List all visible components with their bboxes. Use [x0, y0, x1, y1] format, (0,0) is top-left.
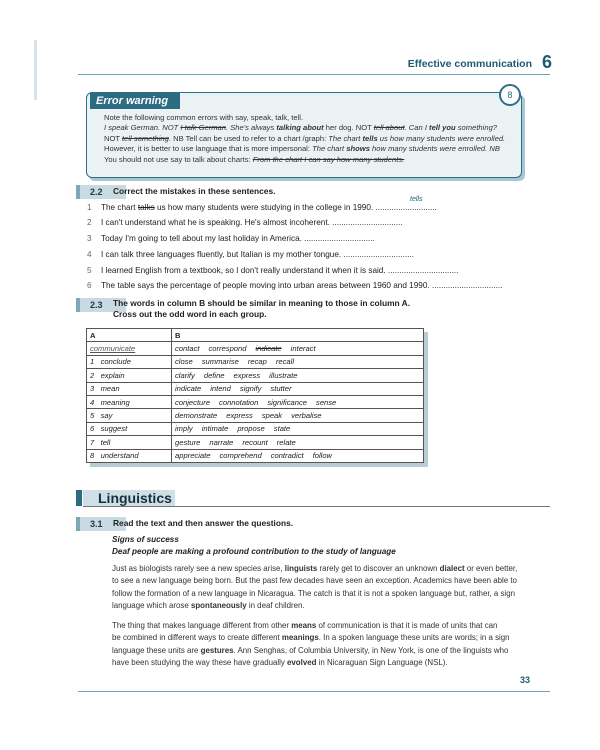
article-subtitle: Deaf people are making a profound contribution to the study of language [112, 547, 396, 556]
reference-icon: 8 [499, 84, 521, 106]
column-b-header: B [172, 329, 424, 342]
section-title: Linguistics [98, 490, 172, 506]
example-word: communicate [87, 342, 172, 355]
column-a-header: A [87, 329, 172, 342]
article-title: Signs of success [112, 535, 179, 544]
exercise-label-2-2: 2.2 [76, 185, 126, 199]
section-divider [83, 506, 550, 507]
table-row: 7 tell gesture narrate recount relate [87, 436, 424, 449]
warning-line: However, it is better to use language that is more impersonal: The chart shows how many students were enrolled. NB [104, 144, 500, 154]
exercise-instruction: Correct the mistakes in these sentences. [113, 186, 276, 196]
header-divider [78, 74, 550, 75]
question-item: 5 I learned English from a textbook, so I don't really understand it when it is said. ............................... [87, 266, 459, 275]
question-item: 6 The table says the percentage of people moving into urban areas between 1960 and 1990. ............................... [87, 281, 503, 290]
table-row: 3 mean indicate intend signify stutter [87, 382, 424, 395]
exercise-label-3-1: 3.1 [76, 517, 126, 531]
exercise-instruction: Read the text and then answer the questions. [113, 518, 294, 528]
table-header-row [87, 329, 424, 342]
table-row: 4 meaning conjecture connotation significance sense [87, 395, 424, 408]
word-table [86, 328, 424, 463]
page-number: 33 [519, 675, 530, 685]
warning-line: I speak German. NOT I talk German. She's always talking about her dog. NOT tell about. Can I tell you something? [104, 123, 498, 133]
error-warning-text [104, 113, 516, 165]
table-row: 8 understand appreciate comprehend contradict follow [87, 449, 424, 462]
question-item: 4 I can talk three languages fluently, but Italian is my mother tongue. ............................... [87, 250, 414, 259]
article-paragraph: Just as biologists rarely see a new species arise, linguists rarely get to discover an unknown dialect or even better, to see a new language being born. But the past few decades have seen an exception. Academics have been able to follow the formation of a new language in Nicaragua. The catch is that it is not a spoken language but, rather, a sign language which arose spontaneously in deaf children. [112, 564, 518, 611]
warning-line: You should not use say to talk about charts: From the chart I can say how many students. [104, 154, 405, 164]
table-row: 1 conclude close summarise recap recall [87, 355, 424, 368]
footer-divider [78, 691, 550, 692]
error-warning-tab: Error warning [90, 93, 180, 109]
question-item: 1 The chart talks us how many students were studying in the college in 1990. ........................... tells [87, 196, 437, 212]
section-marker [76, 490, 82, 506]
warning-line: Note the following common errors with say, speak, talk, tell. [104, 113, 304, 122]
question-item: 3 Today I'm going to tell about my last holiday in America. ............................... [87, 234, 375, 243]
exercise-instruction: The words in column B should be similar in meaning to those in column A. Cross out the odd word in each group. [113, 298, 411, 319]
warning-line: NOT tell something. NB Tell can be used to refer to a chart /graph: The chart tells us how many students were enrolled. [104, 133, 506, 143]
unit-number: 6 [541, 52, 552, 72]
table-row: 5 say demonstrate express speak verbalise [87, 409, 424, 422]
margin-mark [34, 40, 37, 100]
table-row: 6 suggest imply intimate propose state [87, 422, 424, 435]
table-row: 2 explain clarify define express illustrate [87, 369, 424, 382]
question-item: 2 I can't understand what he is speaking. He's almost incoherent. ............................... [87, 218, 403, 227]
unit-title: Effective communication [407, 58, 532, 70]
exercise-label-2-3: 2.3 [76, 298, 126, 312]
handwritten-answer: tells [410, 196, 423, 203]
table-row: communicate contact correspond indicate interact [87, 342, 424, 355]
article-paragraph: The thing that makes language different from other means of communication is that it is made of units that can be combined in different ways to create different meanings. In a spoken language these units are words; in a sign language these units are gestures. Ann Senghas, of Columbia University, in New York, is one of the linguists who have been studying the way these have gradually evolved in Nicaraguan Sign Language (NSL). [112, 621, 510, 668]
